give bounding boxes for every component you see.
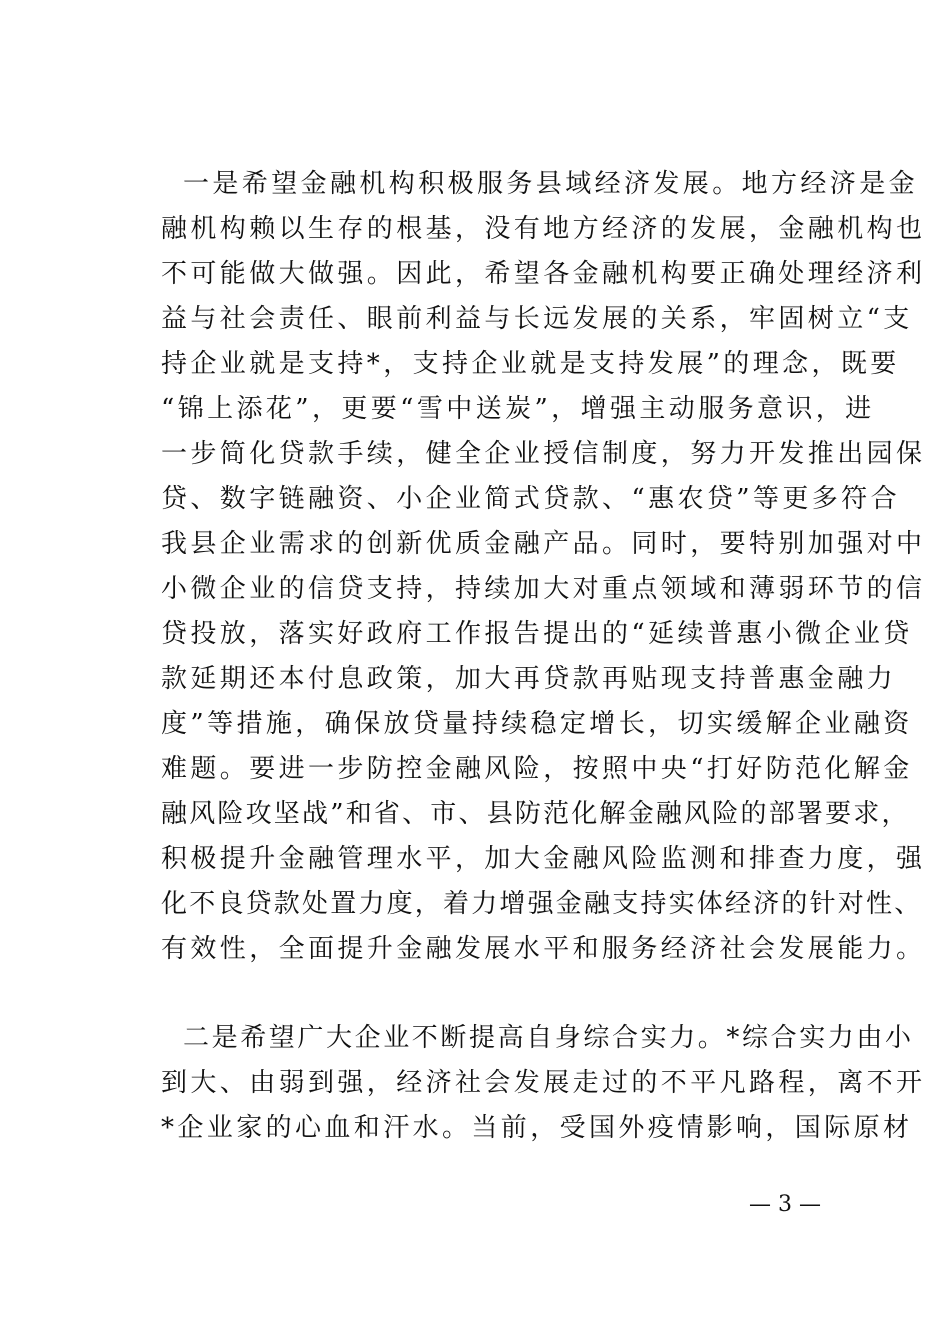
- page-number: — 3 —: [749, 1192, 821, 1217]
- text-line: 到大、由弱到强，经济社会发展走过的不平凡路程，离不开: [161, 1068, 926, 1098]
- text-line: 度”等措施，确保放贷量持续稳定增长，切实缓解企业融资: [161, 709, 913, 739]
- text-line: 融机构赖以生存的根基，没有地方经济的发展，金融机构也: [161, 214, 926, 244]
- text-line: 二是希望广大企业不断提高自身综合实力。*综合实力由小: [183, 1023, 914, 1053]
- text-line: 有效性，全面提升金融发展水平和服务经济社会发展能力。: [161, 934, 926, 964]
- text-line: 持企业就是支持*，支持企业就是支持发展”的理念，既要: [161, 349, 900, 379]
- text-line: 小微企业的信贷支持，持续加大对重点领域和薄弱环节的信: [161, 574, 926, 604]
- text-line: 积极提升金融管理水平，加大金融风险监测和排查力度，强: [161, 844, 926, 874]
- text-line: 不可能做大做强。因此，希望各金融机构要正确处理经济利: [161, 259, 926, 289]
- text-line: 一是希望金融机构积极服务县域经济发展。地方经济是金: [183, 169, 919, 199]
- text-line: 我县企业需求的创新优质金融产品。同时，要特别加强对中: [161, 529, 926, 559]
- text-line: 益与社会责任、眼前利益与长远发展的关系，牢固树立“支: [161, 304, 913, 334]
- text-line: 化不良贷款处置力度，着力增强金融支持实体经济的针对性、: [161, 889, 923, 919]
- text-line: “锦上添花”，更要“雪中送炭”，增强主动服务意识，进: [161, 394, 875, 424]
- text-line: *企业家的心血和汗水。当前，受国外疫情影响，国际原材: [161, 1113, 913, 1143]
- text-line: 难题。要进一步防控金融风险，按照中央“打好防范化解金: [161, 754, 913, 784]
- text-line: 一步简化贷款手续，健全企业授信制度，努力开发推出园保: [161, 439, 926, 469]
- text-line: 款延期还本付息政策，加大再贷款再贴现支持普惠金融力: [161, 664, 897, 694]
- text-line: 融风险攻坚战”和省、市、县防范化解金融风险的部署要求，: [161, 799, 910, 829]
- text-line: 贷投放，落实好政府工作报告提出的“延续普惠小微企业贷: [161, 619, 913, 649]
- text-line: 贷、数字链融资、小企业简式贷款、“惠农贷”等更多符合: [161, 484, 900, 514]
